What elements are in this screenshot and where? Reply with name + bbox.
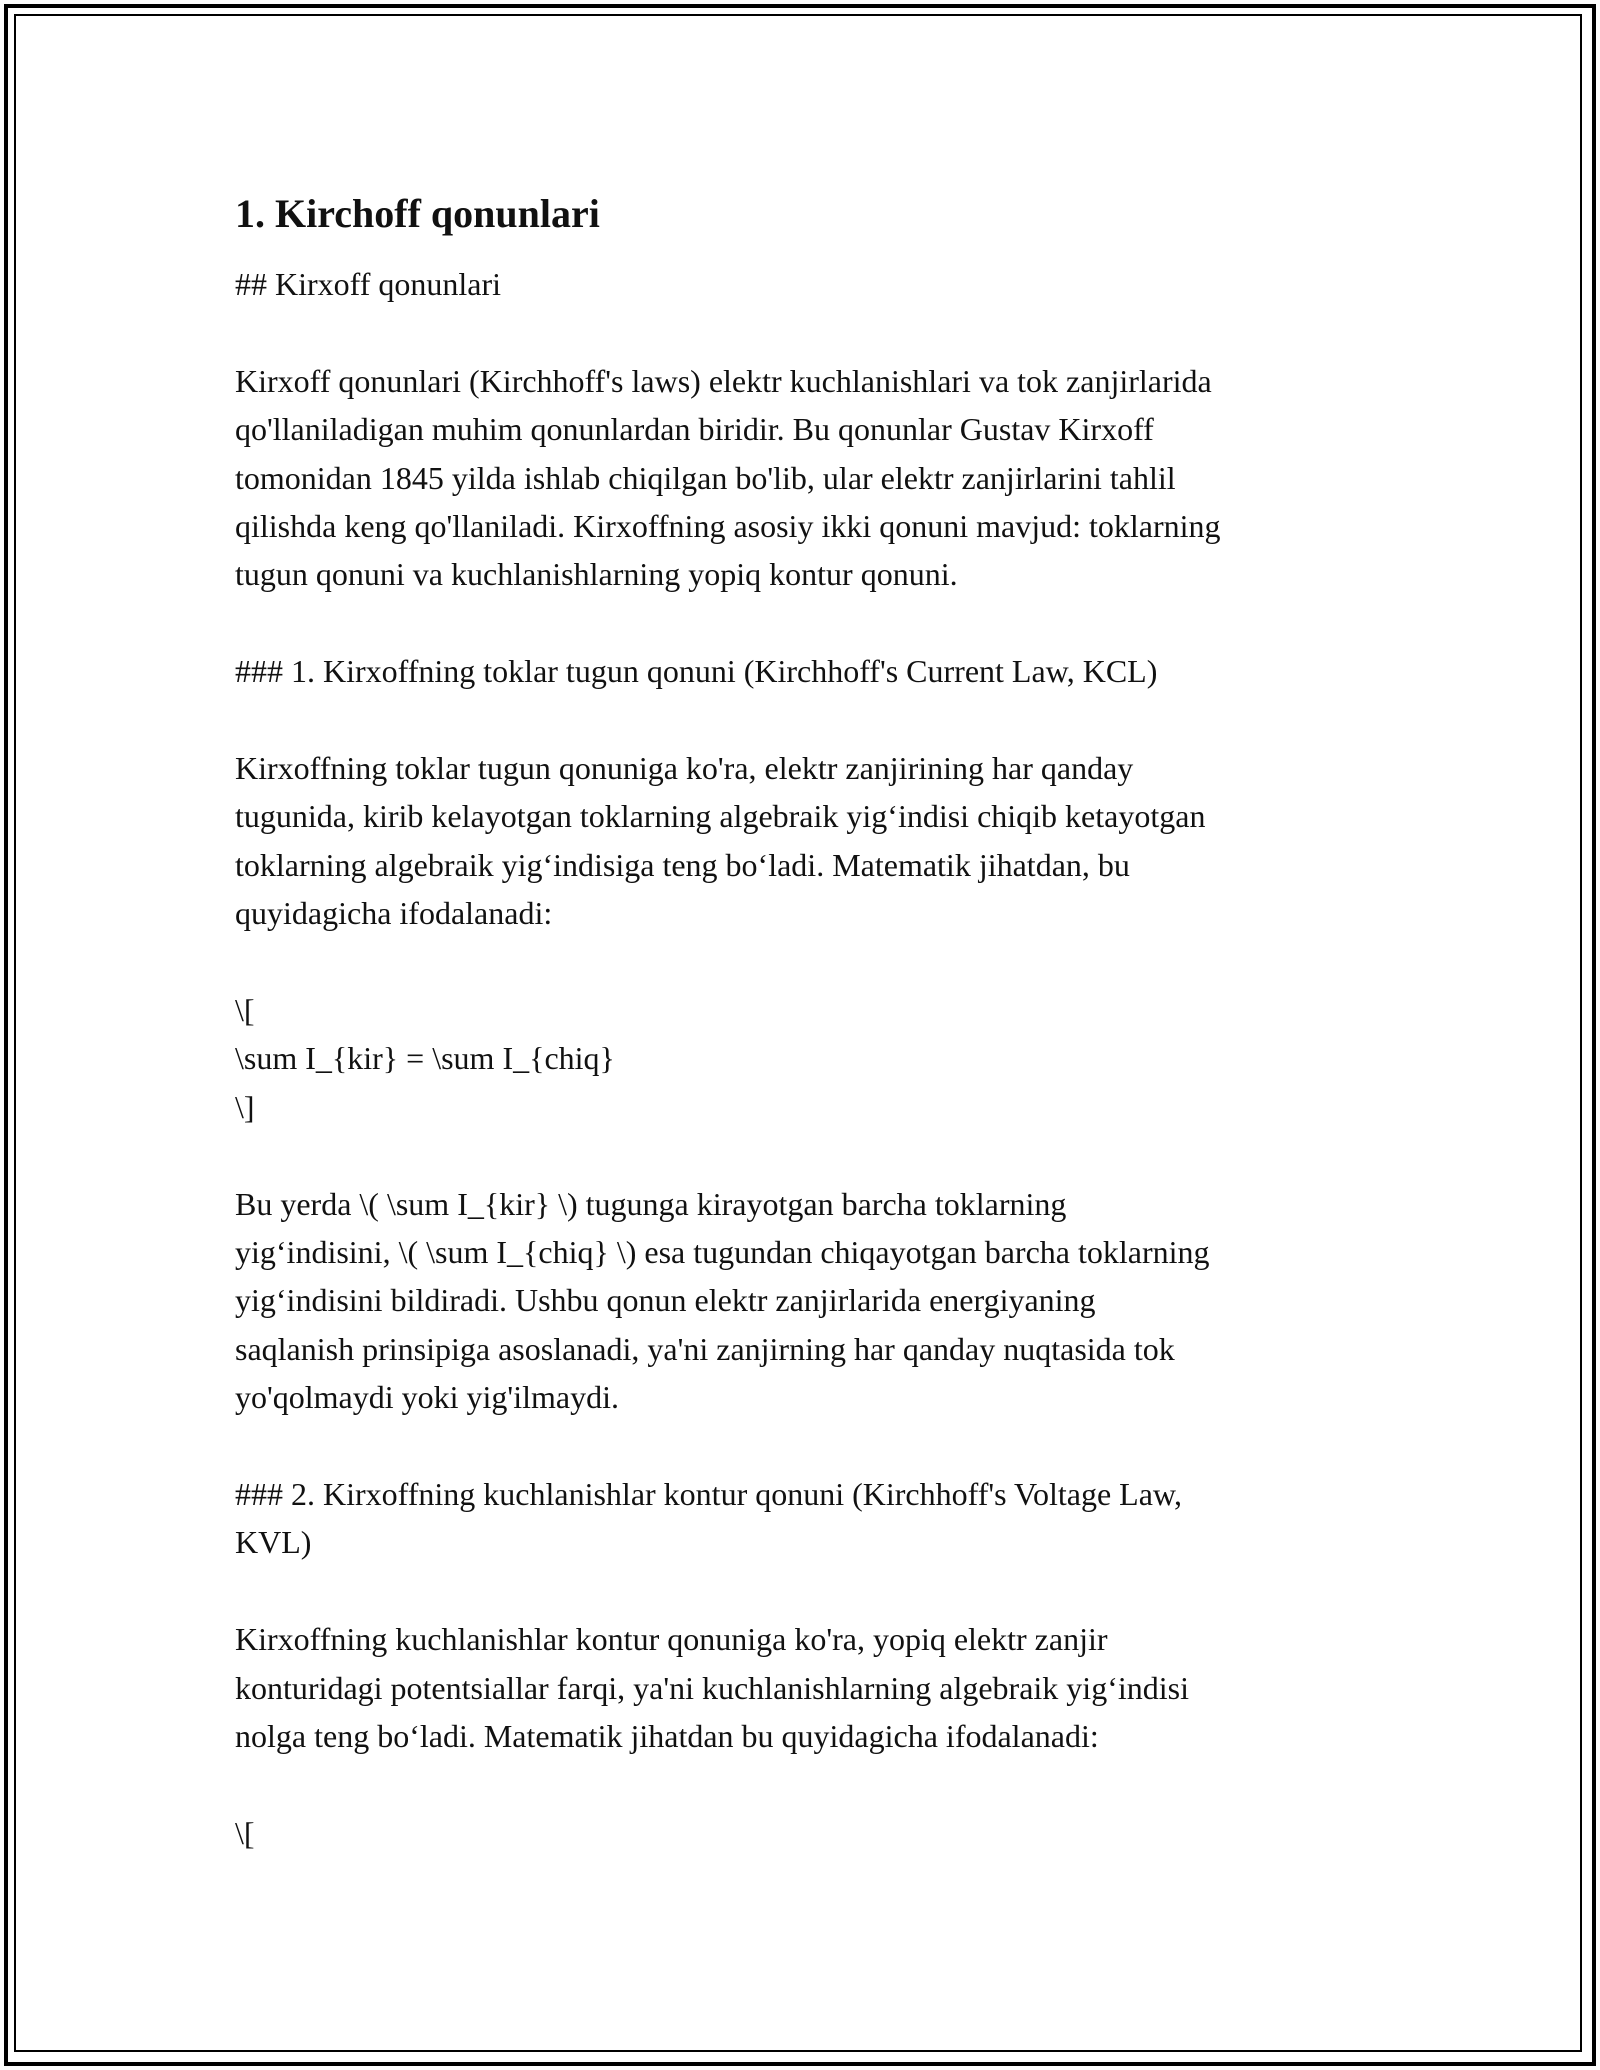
text-line: qo'llaniladigan muhim qonunlardan biridir. Bu qonunlar Gustav Kirxoff: [235, 411, 1154, 448]
text-line: ## Kirxoff qonunlari: [235, 266, 502, 302]
text-line: nolga teng bo‘ladi. Matematik jihatdan bu quyidagicha ifodalanadi:: [235, 1718, 1099, 1755]
paragraph: [235, 357, 1385, 599]
paragraph: [235, 1615, 1385, 1760]
text-line: Kirxoffning kuchlanishlar kontur qonuniga ko'ra, yopiq elektr zanjir: [235, 1621, 1108, 1658]
text-line: Bu yerda \( \sum I_{kir} \) tugunga kirayotgan barcha toklarning: [235, 1185, 1067, 1222]
text-line: \sum I_{kir} = \sum I_{chiq}: [235, 1040, 615, 1077]
paragraph: [235, 647, 1385, 695]
text-line: \[: [235, 992, 255, 1029]
paragraph: [235, 1809, 1385, 1857]
document-page: [235, 186, 1385, 1857]
text-line: \[: [235, 1814, 255, 1851]
paragraph: [235, 260, 1385, 308]
text-line: KVL): [235, 1524, 312, 1561]
text-line: saqlanish prinsipiga asoslanadi, ya'ni zanjirning har qanday nuqtasida tok: [235, 1330, 1175, 1367]
text-line: yo'qolmaydi yoki yig'ilmaydi.: [235, 1379, 619, 1416]
text-line: yig‘indisini, \( \sum I_{chiq} \) esa tugundan chiqayotgan barcha toklarning: [235, 1234, 1210, 1271]
paragraph: [235, 1470, 1385, 1567]
document-body: [235, 260, 1385, 1857]
text-line: tugun qonuni va kuchlanishlarning yopiq kontur qonuni.: [235, 556, 958, 593]
text-line: Kirxoffning toklar tugun qonuniga ko'ra, elektr zanjirining har qanday: [235, 750, 1134, 787]
text-line: tugunida, kirib kelayotgan toklarning algebraik yig‘indisi chiqib ketayotgan: [235, 798, 1206, 835]
paragraph: [235, 1180, 1385, 1422]
text-line: quyidagicha ifodalanadi:: [235, 895, 553, 932]
text-line: \]: [235, 1088, 255, 1125]
text-line: Kirxoff qonunlari (Kirchhoff's laws) elektr kuchlanishlari va tok zanjirlarida: [235, 362, 1212, 399]
text-line: ### 1. Kirxoffning toklar tugun qonuni (Kirchhoff's Current Law, KCL): [235, 653, 1158, 690]
document-title: 1. Kirchoff qonunlari: [235, 191, 600, 236]
text-line: ### 2. Kirxoffning kuchlanishlar kontur qonuni (Kirchhoff's Voltage Law,: [235, 1476, 1182, 1513]
text-line: toklarning algebraik yig‘indisiga teng bo‘ladi. Matematik jihatdan, bu: [235, 846, 1130, 883]
text-line: qilishda keng qo'llaniladi. Kirxoffning asosiy ikki qonuni mavjud: toklarning: [235, 508, 1221, 545]
paragraph: [235, 986, 1385, 1131]
text-line: tomonidan 1845 yilda ishlab chiqilgan bo'lib, ular elektr zanjirlarini tahlil: [235, 459, 1176, 496]
paragraph: [235, 744, 1385, 938]
text-line: konturidagi potentsiallar farqi, ya'ni kuchlanishlarning algebraik yig‘indisi: [235, 1669, 1189, 1706]
text-line: yig‘indisini bildiradi. Ushbu qonun elektr zanjirlarida energiyaning: [235, 1282, 1096, 1319]
